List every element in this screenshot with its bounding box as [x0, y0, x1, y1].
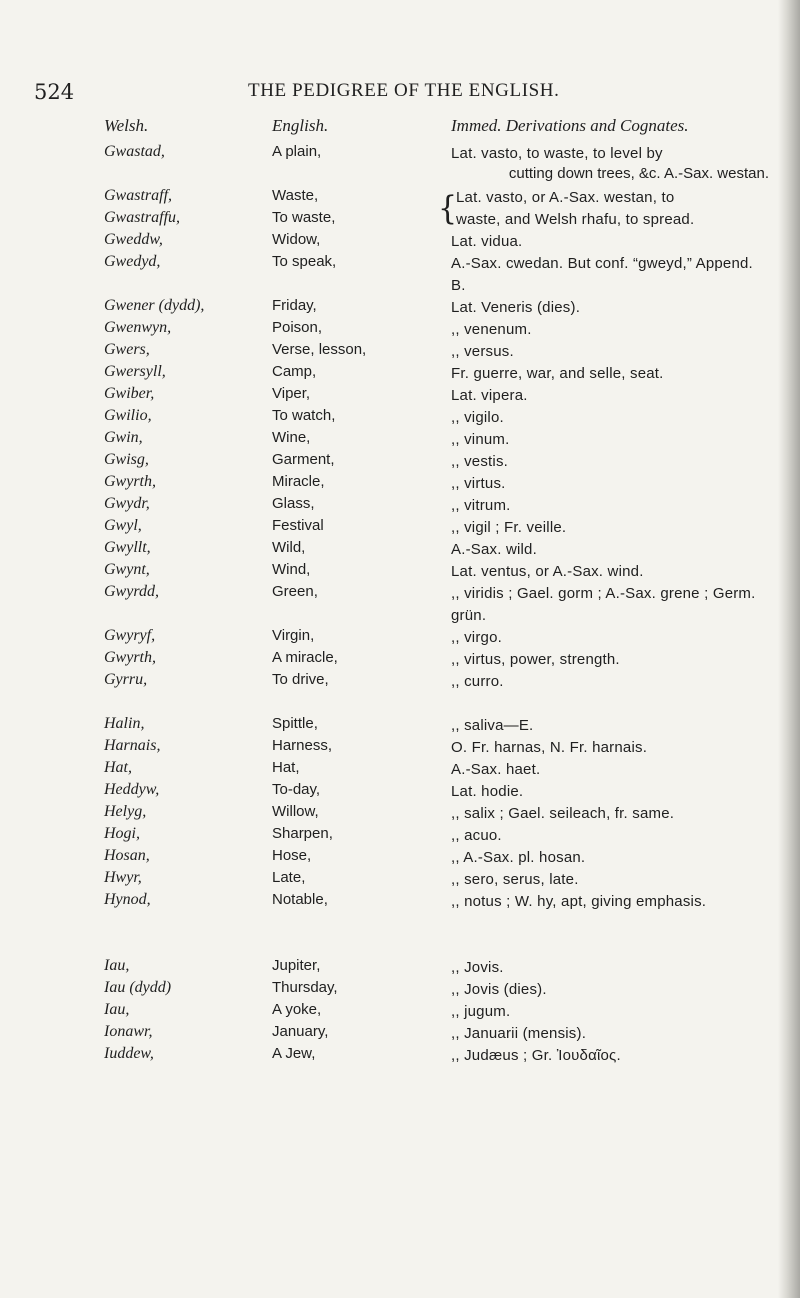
derivation: ,, vinum. — [451, 431, 510, 448]
table-row — [0, 250, 800, 294]
table-row — [0, 734, 800, 756]
english-gloss: Willow, — [272, 803, 319, 820]
table-row — [0, 1020, 800, 1042]
welsh-word: Gwydr, — [104, 495, 150, 512]
table-row — [0, 998, 800, 1020]
derivation: ,, virgo. — [451, 629, 502, 646]
derivation: ,, venenum. — [451, 321, 532, 338]
welsh-word: Gwiber, — [104, 385, 155, 402]
english-gloss: To speak, — [272, 253, 337, 270]
welsh-word: Iau (dydd) — [104, 979, 172, 996]
welsh-word: Hynod, — [104, 891, 151, 908]
derivation: Fr. guerre, war, and selle, seat. — [451, 365, 664, 382]
derivation: Lat. vidua. — [451, 233, 523, 250]
derivation: Lat. vipera. — [451, 387, 528, 404]
table-row — [0, 800, 800, 822]
english-gloss: Poison, — [272, 319, 323, 336]
derivation: Lat. vasto, or A.-Sax. westan, to — [456, 189, 675, 206]
english-gloss: To watch, — [272, 407, 336, 424]
glossary-table — [0, 140, 800, 1064]
welsh-word: Gwenwyn, — [104, 319, 172, 336]
derivation: ,, Januarii (mensis). — [451, 1025, 587, 1042]
table-row — [0, 382, 800, 404]
derivation: ,, vestis. — [451, 453, 509, 470]
welsh-word: Halin, — [104, 715, 145, 732]
welsh-word: Iuddew, — [104, 1045, 154, 1062]
running-title: THE PEDIGREE OF THE ENGLISH. — [248, 80, 560, 101]
english-gloss: Late, — [272, 869, 306, 886]
english-gloss: To-day, — [272, 781, 321, 798]
english-gloss: Camp, — [272, 363, 317, 380]
derivation: ,, viridis ; Gael. gorm ; A.-Sax. grene ; Germ. grün. — [451, 585, 756, 624]
table-row — [0, 954, 800, 976]
welsh-word: Gwyl, — [104, 517, 142, 534]
table-row — [0, 668, 800, 690]
welsh-word: Gwers, — [104, 341, 150, 358]
derivation: ,, salix ; Gael. seileach, fr. same. — [451, 805, 675, 822]
english-gloss: A plain, — [272, 143, 322, 160]
welsh-word: Gwyrth, — [104, 473, 156, 490]
derivation: ,, Jovis (dies). — [451, 981, 547, 998]
derivation: ,, virtus, power, strength. — [451, 651, 620, 668]
derivation: Lat. Veneris (dies). — [451, 299, 581, 316]
welsh-word: Gwyrdd, — [104, 583, 159, 600]
welsh-word: Gwyryf, — [104, 627, 156, 644]
english-gloss: Viper, — [272, 385, 311, 402]
welsh-word: Gwynt, — [104, 561, 150, 578]
table-row — [0, 360, 800, 382]
table-row — [0, 756, 800, 778]
table-row — [0, 404, 800, 426]
english-gloss: Verse, lesson, — [272, 341, 367, 358]
table-row — [0, 316, 800, 338]
table-row — [0, 426, 800, 448]
column-heading-english: English. — [272, 116, 329, 135]
table-row — [0, 206, 800, 228]
welsh-word: Ionawr, — [104, 1023, 153, 1040]
english-gloss: Friday, — [272, 297, 317, 314]
table-row — [0, 624, 800, 646]
section-gap — [0, 932, 800, 954]
derivation: Lat. hodie. — [451, 783, 524, 800]
welsh-word: Gwastraffu, — [104, 209, 181, 226]
welsh-word: Harnais, — [104, 737, 161, 754]
welsh-word: Hosan, — [104, 847, 150, 864]
table-row — [0, 492, 800, 514]
english-gloss: Hose, — [272, 847, 312, 864]
welsh-word: Gwastad, — [104, 143, 165, 160]
table-row — [0, 844, 800, 866]
derivation: A.-Sax. cwedan. But conf. “gweyd,” Append. B. — [451, 255, 753, 294]
english-gloss: Wine, — [272, 429, 311, 446]
welsh-word: Hwyr, — [104, 869, 142, 886]
table-row — [0, 712, 800, 734]
welsh-word: Gwener (dydd), — [104, 297, 205, 314]
column-heading-welsh: Welsh. — [104, 116, 149, 135]
english-gloss: To drive, — [272, 671, 329, 688]
derivation: ,, saliva—E. — [451, 717, 534, 734]
welsh-word: Helyg, — [104, 803, 147, 820]
derivation: ,, Jovis. — [451, 959, 504, 976]
derivation: ,, vigilo. — [451, 409, 504, 426]
derivation: waste, and Welsh rhafu, to spread. — [456, 211, 695, 228]
derivation: ,, acuo. — [451, 827, 502, 844]
english-gloss: Harness, — [272, 737, 333, 754]
english-gloss: A Jew, — [272, 1045, 316, 1062]
derivation: ,, vitrum. — [451, 497, 511, 514]
english-gloss: Garment, — [272, 451, 335, 468]
english-gloss: Green, — [272, 583, 318, 600]
table-row — [0, 866, 800, 888]
english-gloss: A yoke, — [272, 1001, 322, 1018]
welsh-word: Gwastraff, — [104, 187, 173, 204]
derivation: A.-Sax. wild. — [451, 541, 537, 558]
table-row — [0, 338, 800, 360]
column-heading-derivations: Immed. Derivations and Cognates. — [451, 116, 689, 135]
derivation: A.-Sax. haet. — [451, 761, 541, 778]
table-row — [0, 778, 800, 800]
english-gloss: January, — [272, 1023, 329, 1040]
welsh-word: Hat, — [104, 759, 132, 776]
derivation-continued: cutting down trees, &c. A.-Sax. westan. — [508, 165, 769, 182]
english-gloss: Notable, — [272, 891, 328, 908]
derivation: ,, vigil ; Fr. veille. — [451, 519, 567, 536]
welsh-word: Gyrru, — [104, 671, 148, 688]
table-row — [0, 536, 800, 558]
welsh-word: Gwisg, — [104, 451, 149, 468]
table-row — [0, 470, 800, 492]
brace-icon: { — [438, 189, 458, 228]
table-row — [0, 558, 800, 580]
welsh-word: Gweddw, — [104, 231, 163, 248]
table-row — [0, 228, 800, 250]
welsh-word: Hogi, — [104, 825, 140, 842]
derivation: Lat. ventus, or A.-Sax. wind. — [451, 563, 644, 580]
welsh-word: Iau, — [104, 957, 130, 974]
page-header — [0, 72, 800, 108]
english-gloss: Miracle, — [272, 473, 325, 490]
english-gloss: Hat, — [272, 759, 300, 776]
welsh-word: Gwersyll, — [104, 363, 166, 380]
derivation: ,, jugum. — [451, 1003, 511, 1020]
english-gloss: To waste, — [272, 209, 336, 226]
english-gloss: A miracle, — [272, 649, 338, 666]
welsh-word: Heddyw, — [104, 781, 160, 798]
table-row — [0, 888, 800, 932]
table-row — [0, 580, 800, 624]
table-row — [0, 448, 800, 470]
english-gloss: Sharpen, — [272, 825, 333, 842]
derivation: ,, notus ; W. hy, apt, giving emphasis. — [451, 893, 707, 910]
derivation: O. Fr. harnas, N. Fr. harnais. — [451, 739, 648, 756]
welsh-word: Gwin, — [104, 429, 143, 446]
english-gloss: Virgin, — [272, 627, 315, 644]
welsh-word: Gwyrth, — [104, 649, 156, 666]
english-gloss: Widow, — [272, 231, 321, 248]
table-row — [0, 822, 800, 844]
english-gloss: Thursday, — [272, 979, 338, 996]
derivation: ,, A.-Sax. pl. hosan. — [451, 849, 586, 866]
english-gloss: Jupiter, — [272, 957, 321, 974]
english-gloss: Glass, — [272, 495, 315, 512]
english-gloss: Wind, — [272, 561, 311, 578]
welsh-word: Iau, — [104, 1001, 130, 1018]
table-row — [0, 294, 800, 316]
page-number: 524 — [34, 80, 75, 104]
derivation: Lat. vasto, to waste, to level by — [451, 145, 663, 162]
derivation: ,, Judæus ; Gr. Ἰουδαῖος. — [451, 1047, 621, 1064]
welsh-word: Gwilio, — [104, 407, 152, 424]
table-row — [0, 514, 800, 536]
english-gloss: Wild, — [272, 539, 306, 556]
section-gap — [0, 690, 800, 712]
welsh-word: Gwedyd, — [104, 253, 161, 270]
table-row — [0, 140, 800, 184]
english-gloss: Festival — [272, 517, 324, 534]
table-row — [0, 1042, 800, 1064]
table-row — [0, 646, 800, 668]
derivation: ,, sero, serus, late. — [451, 871, 579, 888]
derivation: ,, curro. — [451, 673, 504, 690]
english-gloss: Waste, — [272, 187, 319, 204]
table-row — [0, 976, 800, 998]
welsh-word: Gwyllt, — [104, 539, 151, 556]
english-gloss: Spittle, — [272, 715, 318, 732]
derivation: ,, versus. — [451, 343, 514, 360]
derivation: ,, virtus. — [451, 475, 506, 492]
